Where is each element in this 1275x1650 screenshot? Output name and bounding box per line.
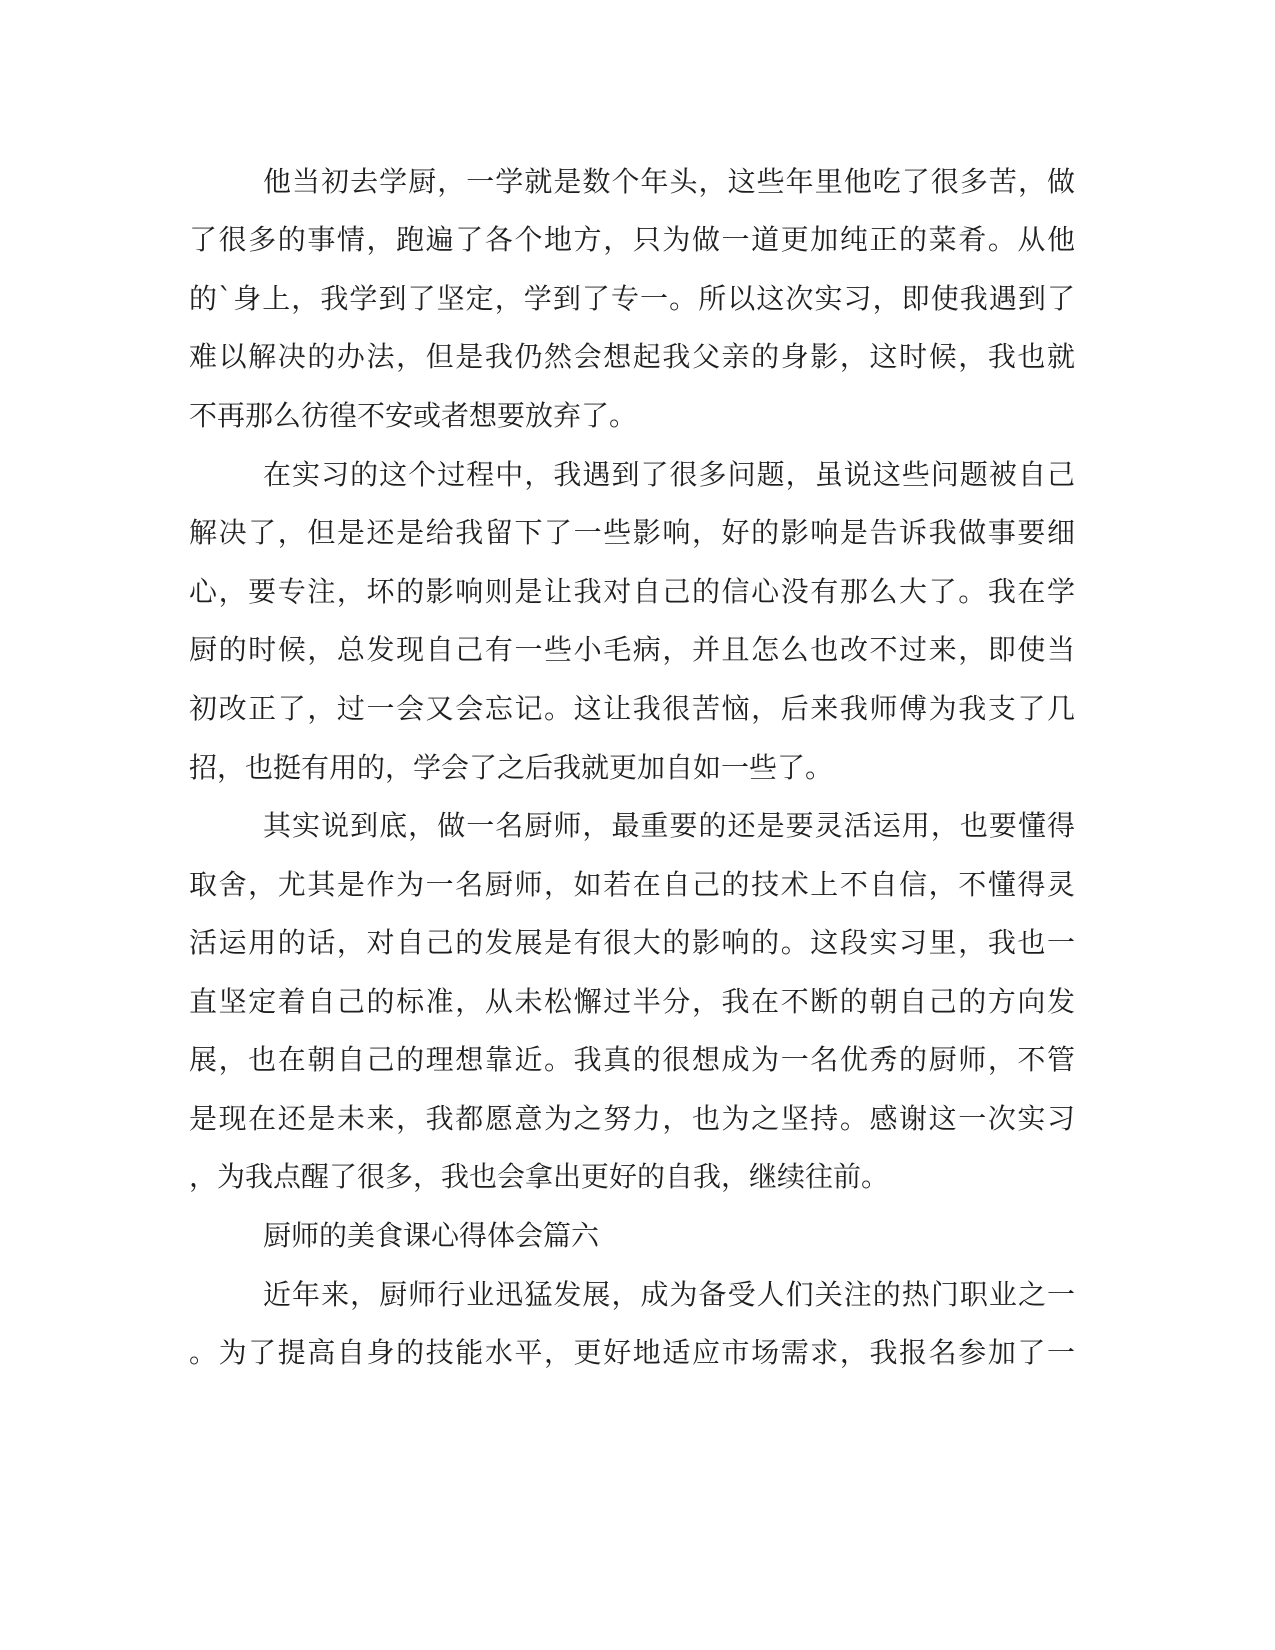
text-line-1: 他当初去学厨，一学就是数个年头，这些年里他吃了很多苦，做 xyxy=(263,165,1075,198)
text-line-15: 直坚定着自己的标准，从未松懈过半分，我在不断的朝自己的方向发 xyxy=(189,985,1075,1018)
text-line-5: 不再那么彷徨不安或者想要放弃了。 xyxy=(189,399,638,432)
text-line-12: 其实说到底，做一名厨师，最重要的还是要灵活运用，也要懂得 xyxy=(263,809,1075,842)
text-line-19: 近年来，厨师行业迅猛发展，成为备受人们关注的热门职业之一 xyxy=(263,1278,1075,1311)
text-line-13: 取舍，尤其是作为一名厨师，如若在自己的技术上不自信，不懂得灵 xyxy=(189,868,1075,901)
text-line-10: 初改正了，过一会又会忘记。这让我很苦恼，后来我师傅为我支了几 xyxy=(189,692,1075,725)
text-line-14: 活运用的话，对自己的发展是有很大的影响的。这段实习里，我也一 xyxy=(189,926,1075,959)
text-line-16: 展，也在朝自己的理想靠近。我真的很想成为一名优秀的厨师，不管 xyxy=(189,1043,1075,1076)
text-line-11: 招，也挺有用的，学会了之后我就更加自如一些了。 xyxy=(189,751,834,784)
text-line-2: 了很多的事情，跑遍了各个地方，只为做一道更加纯正的菜肴。从他 xyxy=(189,223,1075,256)
text-line-6: 在实习的这个过程中，我遇到了很多问题，虽说这些问题被自己 xyxy=(263,458,1075,491)
text-line-7: 解决了，但是还是给我留下了一些影响，好的影响是告诉我做事要细 xyxy=(189,516,1075,549)
text-line-20: 。为了提高自身的技能水平，更好地适应市场需求，我报名参加了一 xyxy=(189,1336,1075,1369)
section-heading: 厨师的美食课心得体会篇六 xyxy=(263,1219,600,1252)
text-line-17: 是现在还是未来，我都愿意为之努力，也为之坚持。感谢这一次实习 xyxy=(189,1102,1075,1135)
text-line-9: 厨的时候，总发现自己有一些小毛病，并且怎么也改不过来，即使当 xyxy=(189,633,1075,666)
text-line-4: 难以解决的办法，但是我仍然会想起我父亲的身影，这时候，我也就 xyxy=(189,340,1075,373)
text-line-8: 心，要专注，坏的影响则是让我对自己的信心没有那么大了。我在学 xyxy=(189,575,1075,608)
text-line-18: ，为我点醒了很多，我也会拿出更好的自我，继续往前。 xyxy=(189,1160,890,1193)
text-line-3: 的`身上，我学到了坚定，学到了专一。所以这次实习，即使我遇到了 xyxy=(189,282,1075,315)
